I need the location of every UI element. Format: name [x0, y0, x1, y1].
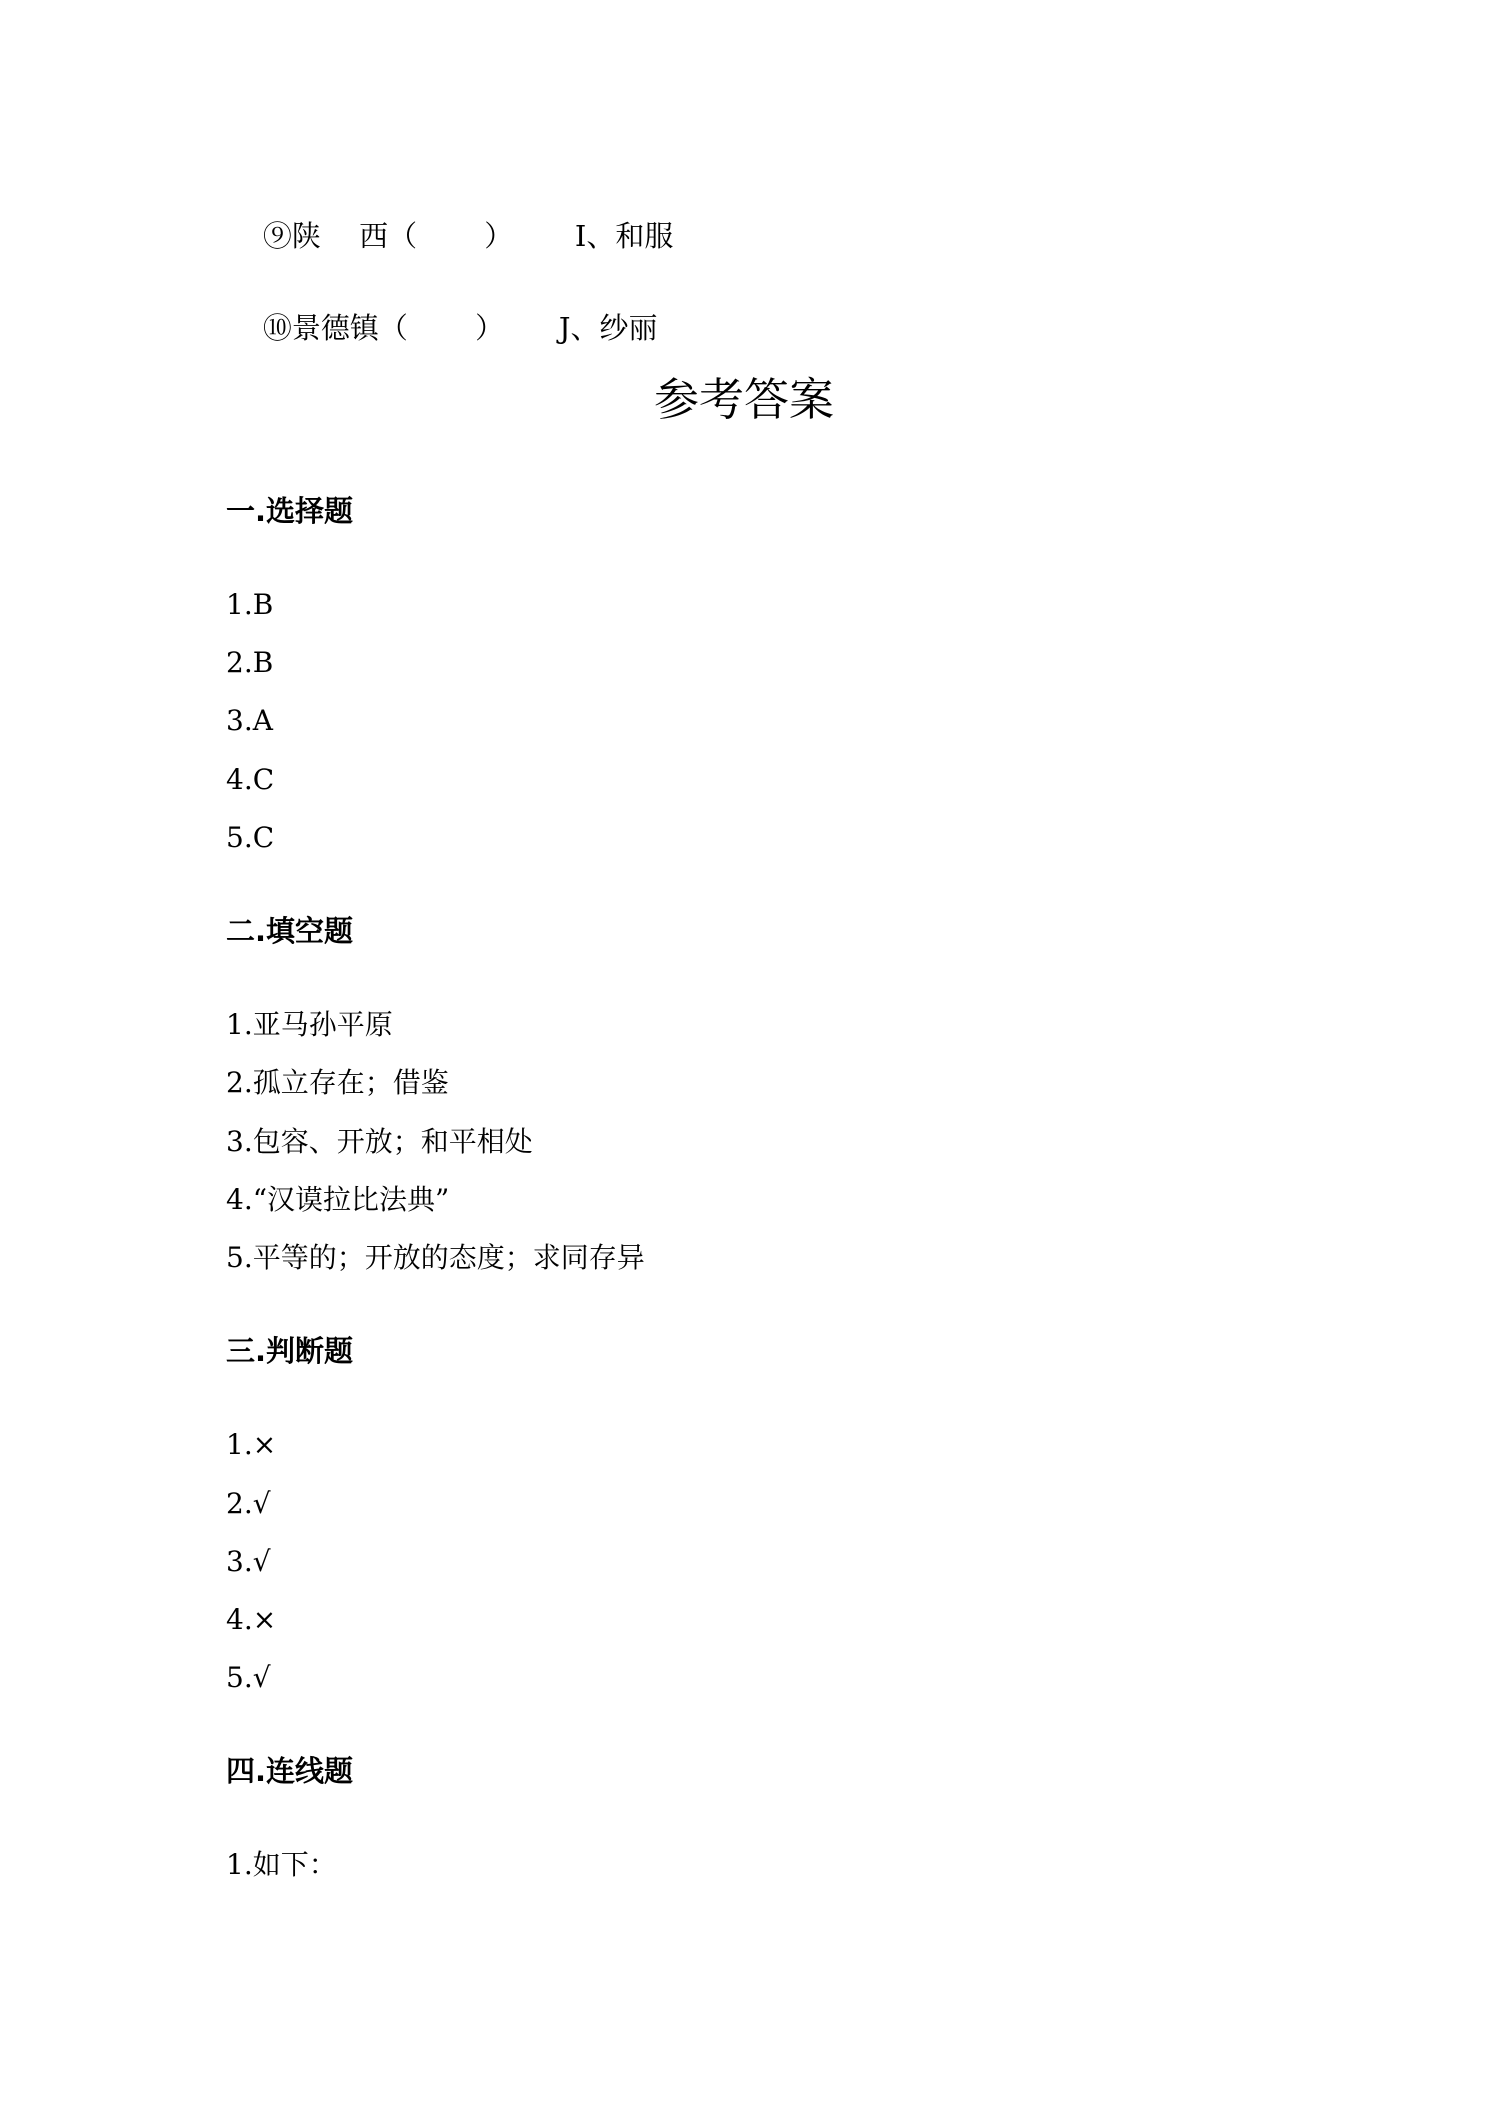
answer-item: 3.√: [226, 1545, 271, 1578]
answer-item: 4.“汉谟拉比法典”: [226, 1183, 450, 1216]
section-heading-fill: 二.填空题: [226, 914, 354, 948]
page-title: 参考答案: [653, 373, 834, 426]
matching-right-item: J、纱丽: [558, 311, 658, 345]
answer-item: 4.C: [226, 763, 275, 796]
matching-left-item: ⑨陕 西（ ）: [262, 219, 514, 253]
answer-item: 4.×: [226, 1603, 277, 1636]
section-heading-matching: 四.连线题: [226, 1754, 354, 1788]
answer-item: 1.×: [226, 1428, 277, 1461]
section-heading-judge: 三.判断题: [226, 1334, 354, 1368]
answer-item: 2.孤立存在；借鉴: [226, 1066, 449, 1099]
answer-item: 2.√: [226, 1487, 271, 1520]
answer-item: 1.如下：: [226, 1848, 337, 1881]
matching-row-10: [226, 274, 658, 382]
answer-item: 1.B: [226, 588, 274, 621]
answer-item: 1.亚马孙平原: [226, 1008, 393, 1041]
section-heading-choice: 一.选择题: [226, 494, 354, 528]
answer-item: 3.包容、开放；和平相处: [226, 1125, 533, 1158]
answer-item: 2.B: [226, 646, 274, 679]
answer-item: 5.√: [226, 1661, 271, 1694]
matching-right-item: I、和服: [574, 219, 674, 253]
matching-left-item: ⑩景德镇（ ）: [262, 311, 505, 345]
answer-item: 5.C: [226, 821, 275, 854]
answer-item: 3.A: [226, 704, 273, 737]
answer-item: 5.平等的；开放的态度；求同存异: [226, 1241, 645, 1274]
